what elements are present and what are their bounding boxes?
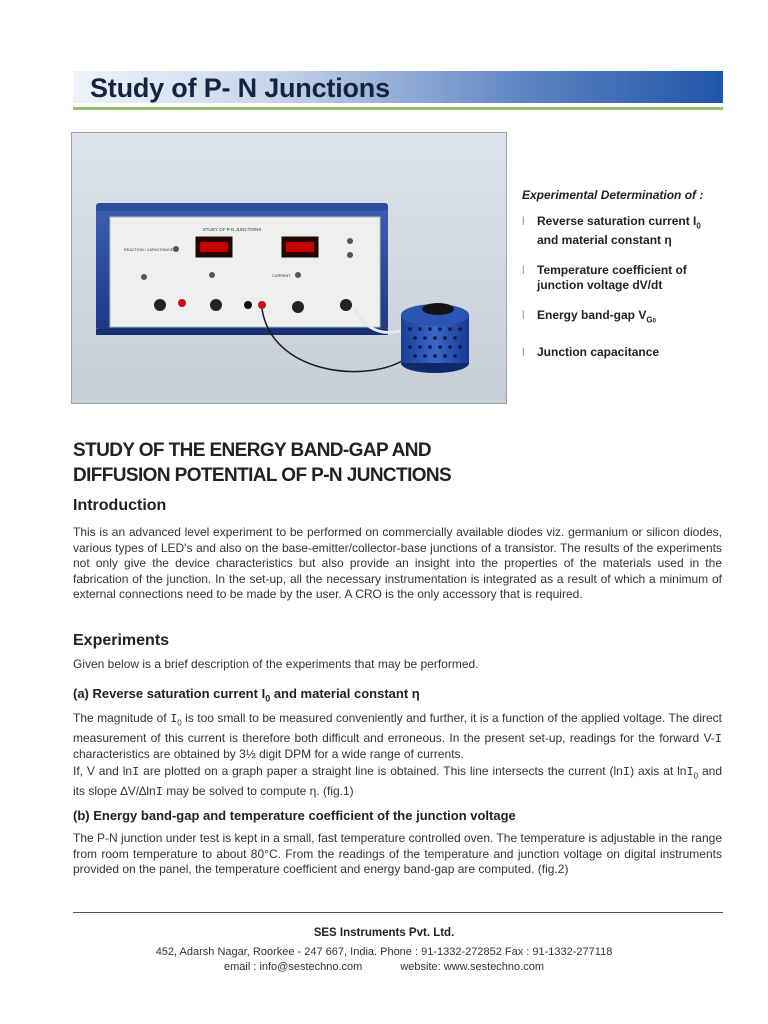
bullet-icon: l [522,214,525,228]
toggle-switch [347,252,353,258]
instrument-illustration [72,133,507,404]
section-title-line: STUDY OF THE ENERGY BAND-GAP AND [73,440,432,461]
terminal-red [258,301,266,309]
panel-label-left: REACTION / CAPACITANCE [124,248,174,252]
footer-address: 452, Adarsh Nagar, Roorkee - 247 667, India. Phone : 91-1332-272852 Fax : 91-1332-277118 [155,946,613,958]
sidebar-item-text: Temperature coefficient of [537,263,687,278]
introduction-heading: Introduction [73,497,167,514]
text-run: and its slope ∆V/∆ln [73,764,723,798]
item-b-heading: (b) Energy band-gap and temperature coefficient of the junction voltage [73,808,516,823]
experiments-heading: Experiments [73,632,170,649]
toggle-switch [295,272,301,278]
bullet-icon: l [522,308,525,323]
sidebar-item-text: Reverse saturation current I [537,214,697,228]
subscript: G [646,315,653,325]
subscript: 0 [693,771,699,781]
text-run: ) axis at ln [630,764,687,778]
sidebar-item-text: Junction capacitance [537,344,660,359]
toggle-switch [347,238,353,244]
footer-contact [0,961,768,973]
front-panel [110,217,380,327]
footer-email: email : info@sestechno.com [223,961,363,973]
item-a-heading [73,686,420,704]
panel-label-current: CURRENT [272,274,291,278]
section-title [73,438,713,488]
item-b-paragraph: The P-N junction under test is kept in a small, fast temperature controlled oven. The temperature is adjustable in the range from room temperature to about 80°C. From the readings of the temperature and junction voltage on digital instruments provided on the panel, the temperature coefficient and energy band-gap are computed. (fig.2) [73,831,722,876]
subscript: 0 [265,693,271,704]
footer-divider [73,912,723,913]
text-run: are plotted on a graph paper a straight line is obtained. This line intersects the current (ln [139,764,623,778]
math-var: I [155,784,163,799]
knob [154,299,166,311]
knob [210,299,222,311]
terminal-black [244,301,252,309]
heading-text: and material constant η [270,686,420,701]
section-title-line: DIFFUSION POTENTIAL OF P-N JUNCTIONS [73,465,452,486]
bullet-icon: l [522,263,525,278]
item-a-paragraph-1 [73,711,722,763]
math-var: I [132,765,140,779]
sidebar-item [522,345,727,360]
item-a-paragraph-2 [73,764,722,800]
sidebar-item-text: Energy band-gap V [537,308,647,323]
toggle-switch [209,272,215,278]
panel-title: STUDY OF P-N JUNCTIONS [202,227,262,232]
text-run: may be solved to compute η. (fig.1) [162,783,354,798]
terminal-red [178,299,186,307]
text-run: is too small to be measured conveniently and further, it is a function of the applied voltage. The direct measurement of this current is therefore both difficult and erroneous. In the present set-up, readings for the forward V- [73,711,722,745]
footer-website: website: www.sestechno.com [400,961,544,973]
sidebar-heading: Experimental Determination of : [522,188,704,202]
bullet-icon: l [522,344,525,359]
math-var: I [170,712,178,726]
product-photo [71,132,507,404]
subscript: 0 [696,221,701,231]
page-title: Study of P- N Junctions [90,73,390,103]
heading-text: (a) Reverse saturation current I [73,686,266,701]
toggle-switch [141,274,147,280]
text-run: characteristics are obtained by 3½ digit DPM for a wide range of currents. [73,747,464,762]
sidebar-item [522,308,727,329]
math-var: I [714,731,722,746]
introduction-paragraph: This is an advanced level experiment to be performed on commercially available diodes viz. germanium or silicon diodes, various types of LED's and also on the base-emitter/collector-base junctions of a transistor. The results of the experiments not only give the device characteristics but also provide an insight into the properties of the materials used in the fabrication of the junction. In the set-up, all the necessary instrumentation is integrated as a result of which a minimum of external connections need to be made by the user. A CRO is the only accessory that is required. [73,525,722,601]
header-divider [73,107,723,110]
math-var: I [622,765,631,779]
sidebar-item-text: junction voltage dV/dt [537,278,663,293]
knob [340,299,352,311]
subscript: 0 [177,718,182,728]
footer-company: SES Instruments Pvt. Ltd. [313,927,455,939]
math-var: I [686,765,694,779]
text-run: The magnitude of [73,711,171,725]
sidebar-item [522,214,727,248]
knob [292,301,304,313]
subscript: 0 [652,318,656,325]
text-run: If, V and ln [73,764,133,778]
toggle-switch [173,246,179,252]
experiments-sidebar [522,188,727,375]
sidebar-item [522,263,727,293]
experiments-paragraph: Given below is a brief description of the experiments that may be performed. [73,657,479,671]
sidebar-item-text: and material constant η [537,233,672,248]
